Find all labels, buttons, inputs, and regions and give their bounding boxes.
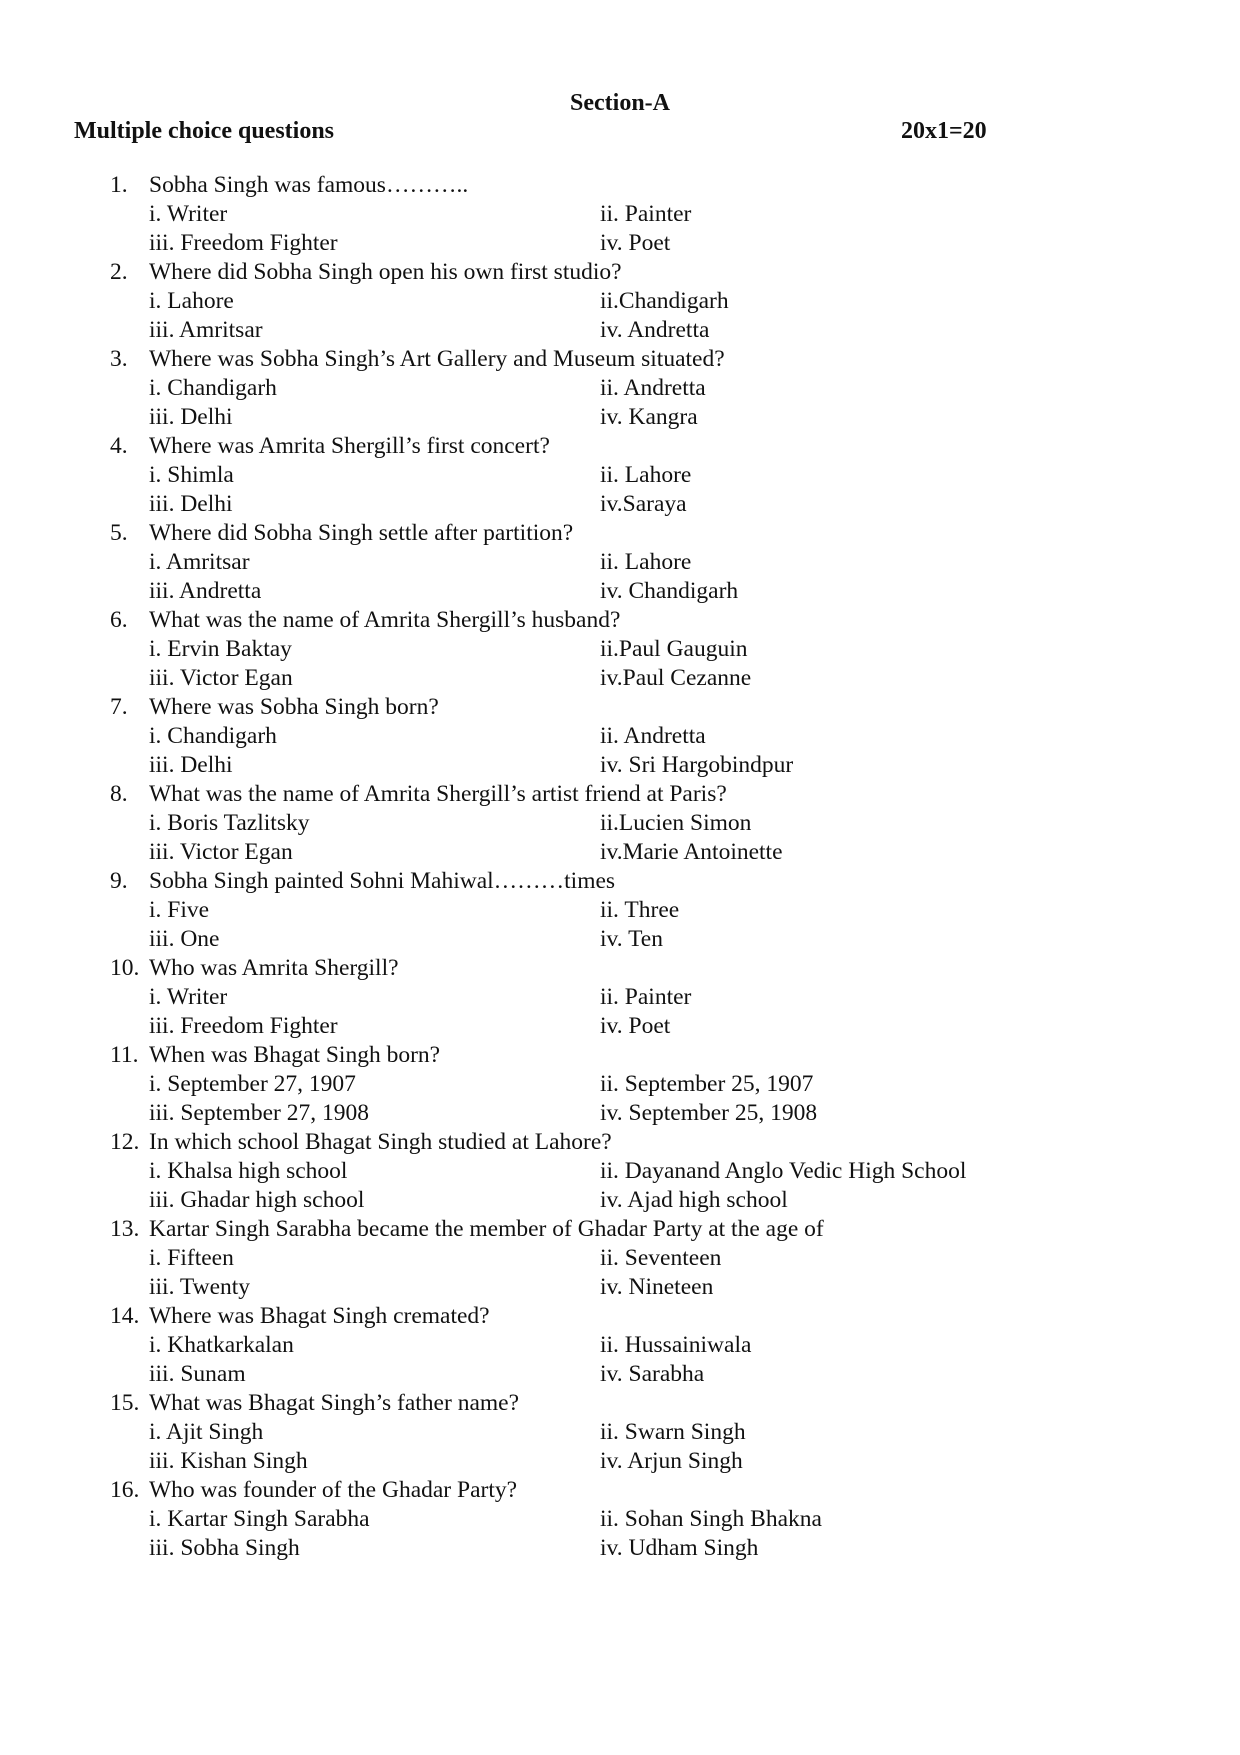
- question-line: [110, 258, 1130, 287]
- question-text: Where was Sobha Singh born?: [149, 694, 439, 720]
- options-row: [110, 983, 1130, 1012]
- answer-option: iv.Saraya: [600, 491, 687, 517]
- answer-option: iv. Arjun Singh: [600, 1448, 743, 1474]
- answer-option: iii. Amritsar: [149, 317, 263, 343]
- options-row: [110, 374, 1130, 403]
- answer-option: iv. Kangra: [600, 404, 698, 430]
- question-number: 4.: [110, 433, 128, 459]
- answer-option: ii. Sohan Singh Bhakna: [600, 1506, 822, 1532]
- question-item: [110, 1128, 1130, 1215]
- answer-option: i. Ajit Singh: [149, 1419, 264, 1445]
- question-text: Where did Sobha Singh open his own first studio?: [149, 259, 622, 285]
- answer-option: iii. Delhi: [149, 752, 233, 778]
- question-item: [110, 1215, 1130, 1302]
- answer-option: iii. One: [149, 926, 220, 952]
- question-item: [110, 345, 1130, 432]
- answer-option: iv. Poet: [600, 1013, 671, 1039]
- answer-option: iv. September 25, 1908: [600, 1100, 818, 1126]
- answer-option: iv. Ajad high school: [600, 1187, 788, 1213]
- question-number: 2.: [110, 259, 128, 285]
- answer-option: ii.Paul Gauguin: [600, 636, 748, 662]
- answer-option: iv. Udham Singh: [600, 1535, 759, 1561]
- answer-option: i. Writer: [149, 201, 228, 227]
- answer-option: i. Writer: [149, 984, 228, 1010]
- question-item: [110, 1389, 1130, 1476]
- options-row: [110, 490, 1130, 519]
- options-row: [110, 1447, 1130, 1476]
- options-row: [110, 1012, 1130, 1041]
- options-row: [110, 751, 1130, 780]
- answer-option: i. Lahore: [149, 288, 234, 314]
- answer-option: iii. Twenty: [149, 1274, 251, 1300]
- answer-option: i. Kartar Singh Sarabha: [149, 1506, 370, 1532]
- answer-option: iv. Sri Hargobindpur: [600, 752, 794, 778]
- answer-option: iii. Ghadar high school: [149, 1187, 365, 1213]
- options-row: [110, 1505, 1130, 1534]
- question-line: [110, 867, 1130, 896]
- question-number: 10.: [110, 955, 140, 981]
- question-number: 1.: [110, 172, 128, 198]
- question-line: [110, 606, 1130, 635]
- question-text: In which school Bhagat Singh studied at Lahore?: [149, 1129, 612, 1155]
- question-text: Where did Sobha Singh settle after partition?: [149, 520, 574, 546]
- answer-option: iii. Delhi: [149, 404, 233, 430]
- options-row: [110, 1157, 1130, 1186]
- options-row: [110, 403, 1130, 432]
- options-row: [110, 1186, 1130, 1215]
- options-row: [110, 1070, 1130, 1099]
- options-row: [110, 577, 1130, 606]
- question-text: Sobha Singh was famous………..: [149, 172, 469, 198]
- answer-option: ii. Lahore: [600, 462, 692, 488]
- answer-option: i. Chandigarh: [149, 375, 277, 401]
- question-text: Sobha Singh painted Sohni Mahiwal………times: [149, 868, 616, 894]
- answer-option: ii.Chandigarh: [600, 288, 729, 314]
- question-item: [110, 432, 1130, 519]
- question-number: 8.: [110, 781, 128, 807]
- answer-option: iii. Sunam: [149, 1361, 246, 1387]
- question-item: [110, 1041, 1130, 1128]
- answer-option: iv. Ten: [600, 926, 663, 952]
- answer-option: iii. Freedom Fighter: [149, 230, 338, 256]
- answer-option: iv. Andretta: [600, 317, 710, 343]
- question-line: [110, 1215, 1130, 1244]
- question-text: Who was founder of the Ghadar Party?: [149, 1477, 518, 1503]
- question-number: 6.: [110, 607, 128, 633]
- options-row: [110, 1418, 1130, 1447]
- question-line: [110, 693, 1130, 722]
- answer-option: iii. Kishan Singh: [149, 1448, 308, 1474]
- question-item: [110, 606, 1130, 693]
- question-number: 3.: [110, 346, 128, 372]
- answer-option: iv. Nineteen: [600, 1274, 714, 1300]
- options-row: [110, 896, 1130, 925]
- question-number: 14.: [110, 1303, 140, 1329]
- question-text: What was the name of Amrita Shergill’s husband?: [149, 607, 621, 633]
- question-line: [110, 954, 1130, 983]
- options-row: [110, 838, 1130, 867]
- question-line: [110, 519, 1130, 548]
- answer-option: i. Chandigarh: [149, 723, 277, 749]
- question-item: [110, 258, 1130, 345]
- question-line: [110, 1041, 1130, 1070]
- answer-option: i. Shimla: [149, 462, 234, 488]
- question-text: What was the name of Amrita Shergill’s artist friend at Paris?: [149, 781, 727, 807]
- question-line: [110, 1476, 1130, 1505]
- answer-option: iv. Poet: [600, 230, 671, 256]
- question-text: Where was Bhagat Singh cremated?: [149, 1303, 490, 1329]
- answer-option: iii. Andretta: [149, 578, 262, 604]
- answer-option: ii. Three: [600, 897, 680, 923]
- answer-option: iv. Chandigarh: [600, 578, 739, 604]
- answer-option: iii. September 27, 1908: [149, 1100, 369, 1126]
- answer-option: ii. Andretta: [600, 723, 706, 749]
- question-number: 7.: [110, 694, 128, 720]
- answer-option: i. Amritsar: [149, 549, 250, 575]
- section-title: Section-A: [570, 90, 670, 116]
- answer-option: ii. Swarn Singh: [600, 1419, 746, 1445]
- options-row: [110, 1244, 1130, 1273]
- question-line: [110, 780, 1130, 809]
- options-row: [110, 925, 1130, 954]
- question-text: Where was Amrita Shergill’s first concert?: [149, 433, 550, 459]
- answer-option: i. Fifteen: [149, 1245, 234, 1271]
- question-text: Who was Amrita Shergill?: [149, 955, 399, 981]
- answer-option: iii. Delhi: [149, 491, 233, 517]
- question-number: 15.: [110, 1390, 140, 1416]
- options-row: [110, 548, 1130, 577]
- answer-option: ii. Lahore: [600, 549, 692, 575]
- question-line: [110, 1302, 1130, 1331]
- answer-option: ii. Hussainiwala: [600, 1332, 752, 1358]
- question-number: 9.: [110, 868, 128, 894]
- question-item: [110, 519, 1130, 606]
- answer-option: i. Boris Tazlitsky: [149, 810, 310, 836]
- options-row: [110, 664, 1130, 693]
- question-line: [110, 171, 1130, 200]
- answer-option: ii.Lucien Simon: [600, 810, 752, 836]
- options-row: [110, 1099, 1130, 1128]
- question-list: [110, 171, 1130, 1563]
- options-row: [110, 461, 1130, 490]
- answer-option: ii. Painter: [600, 984, 692, 1010]
- options-row: [110, 1273, 1130, 1302]
- options-row: [110, 287, 1130, 316]
- question-text: What was Bhagat Singh’s father name?: [149, 1390, 520, 1416]
- answer-option: ii. Painter: [600, 201, 692, 227]
- question-number: 11.: [110, 1042, 139, 1068]
- question-text: Kartar Singh Sarabha became the member of Ghadar Party at the age of: [149, 1216, 824, 1242]
- answer-option: ii. Andretta: [600, 375, 706, 401]
- question-item: [110, 954, 1130, 1041]
- question-item: [110, 693, 1130, 780]
- options-row: [110, 229, 1130, 258]
- question-item: [110, 1302, 1130, 1389]
- answer-option: iv.Paul Cezanne: [600, 665, 752, 691]
- question-number: 12.: [110, 1129, 140, 1155]
- question-item: [110, 1476, 1130, 1563]
- options-row: [110, 809, 1130, 838]
- options-row: [110, 1360, 1130, 1389]
- answer-option: ii. Dayanand Anglo Vedic High School: [600, 1158, 967, 1184]
- options-row: [110, 200, 1130, 229]
- options-row: [110, 1331, 1130, 1360]
- answer-option: iii. Victor Egan: [149, 665, 293, 691]
- answer-option: iii. Sobha Singh: [149, 1535, 300, 1561]
- answer-option: i. Khalsa high school: [149, 1158, 348, 1184]
- options-row: [110, 635, 1130, 664]
- question-text: When was Bhagat Singh born?: [149, 1042, 441, 1068]
- answer-option: ii. September 25, 1907: [600, 1071, 814, 1097]
- answer-option: iii. Freedom Fighter: [149, 1013, 338, 1039]
- answer-option: i. Khatkarkalan: [149, 1332, 294, 1358]
- question-number: 5.: [110, 520, 128, 546]
- question-item: [110, 780, 1130, 867]
- question-number: 13.: [110, 1216, 140, 1242]
- question-line: [110, 432, 1130, 461]
- answer-option: ii. Seventeen: [600, 1245, 722, 1271]
- options-row: [110, 1534, 1130, 1563]
- mcq-heading: Multiple choice questions: [74, 118, 335, 144]
- question-item: [110, 171, 1130, 258]
- answer-option: i. Five: [149, 897, 210, 923]
- options-row: [110, 722, 1130, 751]
- question-item: [110, 867, 1130, 954]
- answer-option: i. September 27, 1907: [149, 1071, 356, 1097]
- answer-option: iv.Marie Antoinette: [600, 839, 783, 865]
- question-text: Where was Sobha Singh’s Art Gallery and Museum situated?: [149, 346, 725, 372]
- answer-option: i. Ervin Baktay: [149, 636, 292, 662]
- question-line: [110, 345, 1130, 374]
- question-number: 16.: [110, 1477, 140, 1503]
- question-line: [110, 1389, 1130, 1418]
- question-line: [110, 1128, 1130, 1157]
- answer-option: iv. Sarabha: [600, 1361, 705, 1387]
- answer-option: iii. Victor Egan: [149, 839, 293, 865]
- marks-allocation: 20x1=20: [901, 118, 987, 144]
- options-row: [110, 316, 1130, 345]
